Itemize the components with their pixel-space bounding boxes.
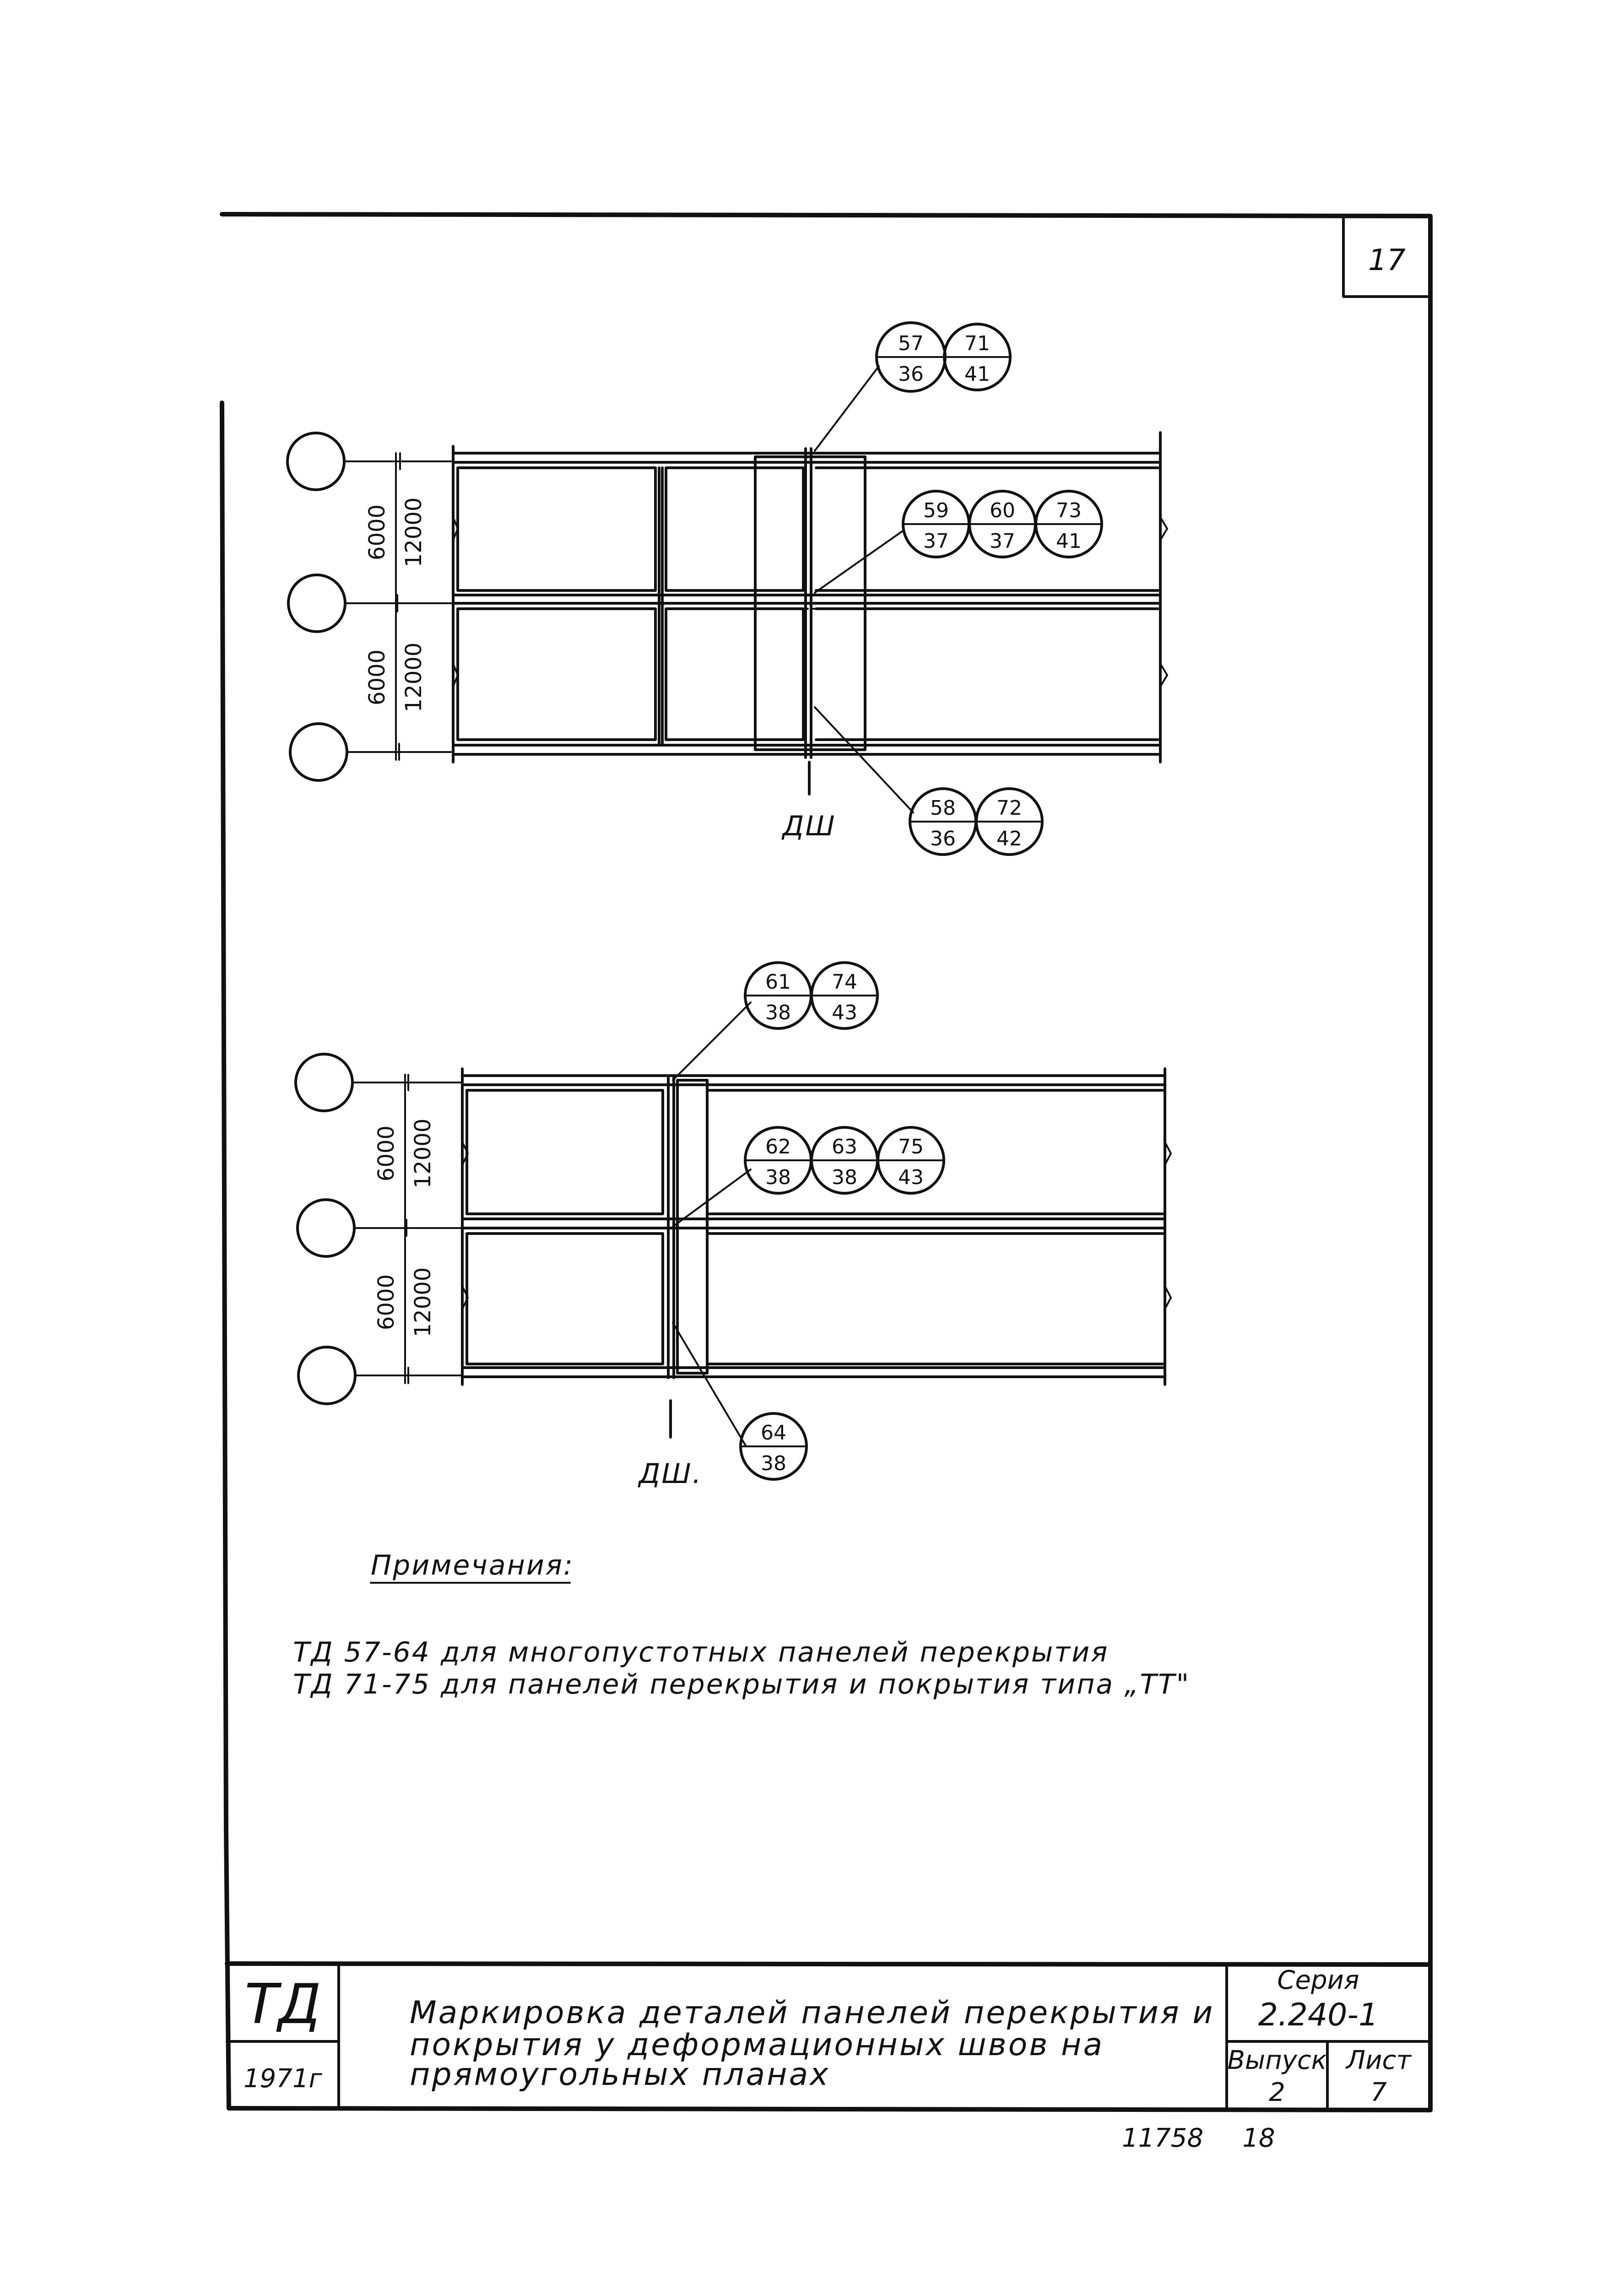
- callout-numerator: 59: [923, 499, 949, 522]
- callout-numerator: 63: [832, 1135, 857, 1158]
- callout-denominator: 37: [923, 530, 949, 553]
- floor-beams: [462, 1069, 1171, 1385]
- axis-circle: [288, 575, 345, 632]
- dim-12000: 12000: [401, 642, 427, 713]
- callout-denominator: 37: [990, 530, 1015, 553]
- callout-numerator: 58: [930, 796, 956, 820]
- seam-label: ДШ: [782, 810, 836, 842]
- deformation-seam-strip: [637, 1076, 707, 1490]
- callout-numerator: 60: [990, 499, 1015, 522]
- series-value: 2.240-1: [1258, 1997, 1379, 2033]
- callout-denominator: 43: [832, 1001, 857, 1024]
- drawing-title-line: покрытия у деформационных швов на: [410, 2027, 1104, 2063]
- deformation-seam-strip: [755, 449, 865, 842]
- slab-panels: [458, 468, 1158, 744]
- callout-numerator: 64: [761, 1421, 786, 1445]
- callout-denominator: 38: [765, 1001, 791, 1024]
- callout-group-bottom: [741, 1413, 807, 1479]
- axis-circle: [290, 724, 347, 780]
- title-block-year: 1971г: [244, 2064, 322, 2094]
- seam-label: ДШ.: [639, 1458, 703, 1490]
- axis-circle: [296, 1054, 352, 1111]
- callout-numerator: 74: [832, 970, 857, 994]
- notes-heading: Примечания:: [371, 1549, 574, 1581]
- callout-denominator: 42: [996, 827, 1022, 850]
- diagram-1: [287, 323, 1167, 855]
- diagram-2: [296, 963, 1171, 1490]
- issue-label: Выпуск: [1227, 2046, 1327, 2075]
- dim-12000: 12000: [410, 1267, 436, 1337]
- series-label: Серия: [1277, 1965, 1359, 1995]
- archive-number: 11758: [1121, 2123, 1204, 2153]
- title-block-code: ТД: [244, 1973, 321, 2036]
- page-number: 18: [1242, 2123, 1275, 2153]
- callout-denominator: 36: [930, 827, 956, 850]
- notes-block: [293, 1549, 1190, 1700]
- callout-numerator: 61: [765, 970, 791, 994]
- callout-group-top: [745, 963, 877, 1028]
- callout-group-middle: [903, 491, 1102, 557]
- sheet-value: 7: [1370, 2078, 1387, 2107]
- callout-numerator: 71: [964, 332, 990, 355]
- drawing-title-line: прямоугольных планах: [410, 2057, 830, 2093]
- dim-6000: 6000: [374, 1125, 399, 1182]
- dim-6000: 6000: [374, 1274, 399, 1331]
- issue-value: 2: [1269, 2078, 1285, 2107]
- axis-circle: [298, 1200, 354, 1256]
- callout-group-middle: [745, 1127, 944, 1193]
- callout-numerator: 73: [1056, 499, 1082, 522]
- callout-numerator: 57: [898, 332, 924, 355]
- axis-circle: [287, 433, 344, 490]
- callout-denominator: 41: [1056, 530, 1082, 553]
- corner-sheet-number: 17: [1368, 244, 1406, 277]
- drawing-title-line: Маркировка деталей панелей перекрытия и: [410, 1995, 1215, 2031]
- callout-numerator: 75: [898, 1135, 924, 1158]
- callout-numerator: 72: [996, 796, 1022, 820]
- note-line: ТД 57-64 для многопустотных панелей перекрытия: [293, 1636, 1109, 1668]
- dim-6000: 6000: [364, 649, 390, 706]
- callout-denominator: 43: [898, 1166, 924, 1189]
- sheet-label: Лист: [1346, 2046, 1411, 2075]
- callout-denominator: 38: [761, 1452, 786, 1475]
- dimension-lines: [364, 453, 427, 760]
- note-line: ТД 71-75 для панелей перекрытия и покрытия типа „ТТ": [293, 1668, 1191, 1700]
- axis-circle: [298, 1347, 355, 1404]
- callout-group-top: [877, 323, 1010, 391]
- dim-12000: 12000: [401, 497, 427, 568]
- callout-denominator: 36: [898, 363, 924, 386]
- callout-numerator: 62: [765, 1135, 791, 1158]
- dim-6000: 6000: [364, 504, 390, 561]
- title-block: [227, 1964, 1430, 2109]
- callout-denominator: 41: [964, 363, 990, 386]
- callout-denominator: 38: [765, 1166, 791, 1189]
- dim-12000: 12000: [410, 1118, 436, 1189]
- callout-group-bottom: [910, 789, 1042, 855]
- callout-denominator: 38: [832, 1166, 857, 1189]
